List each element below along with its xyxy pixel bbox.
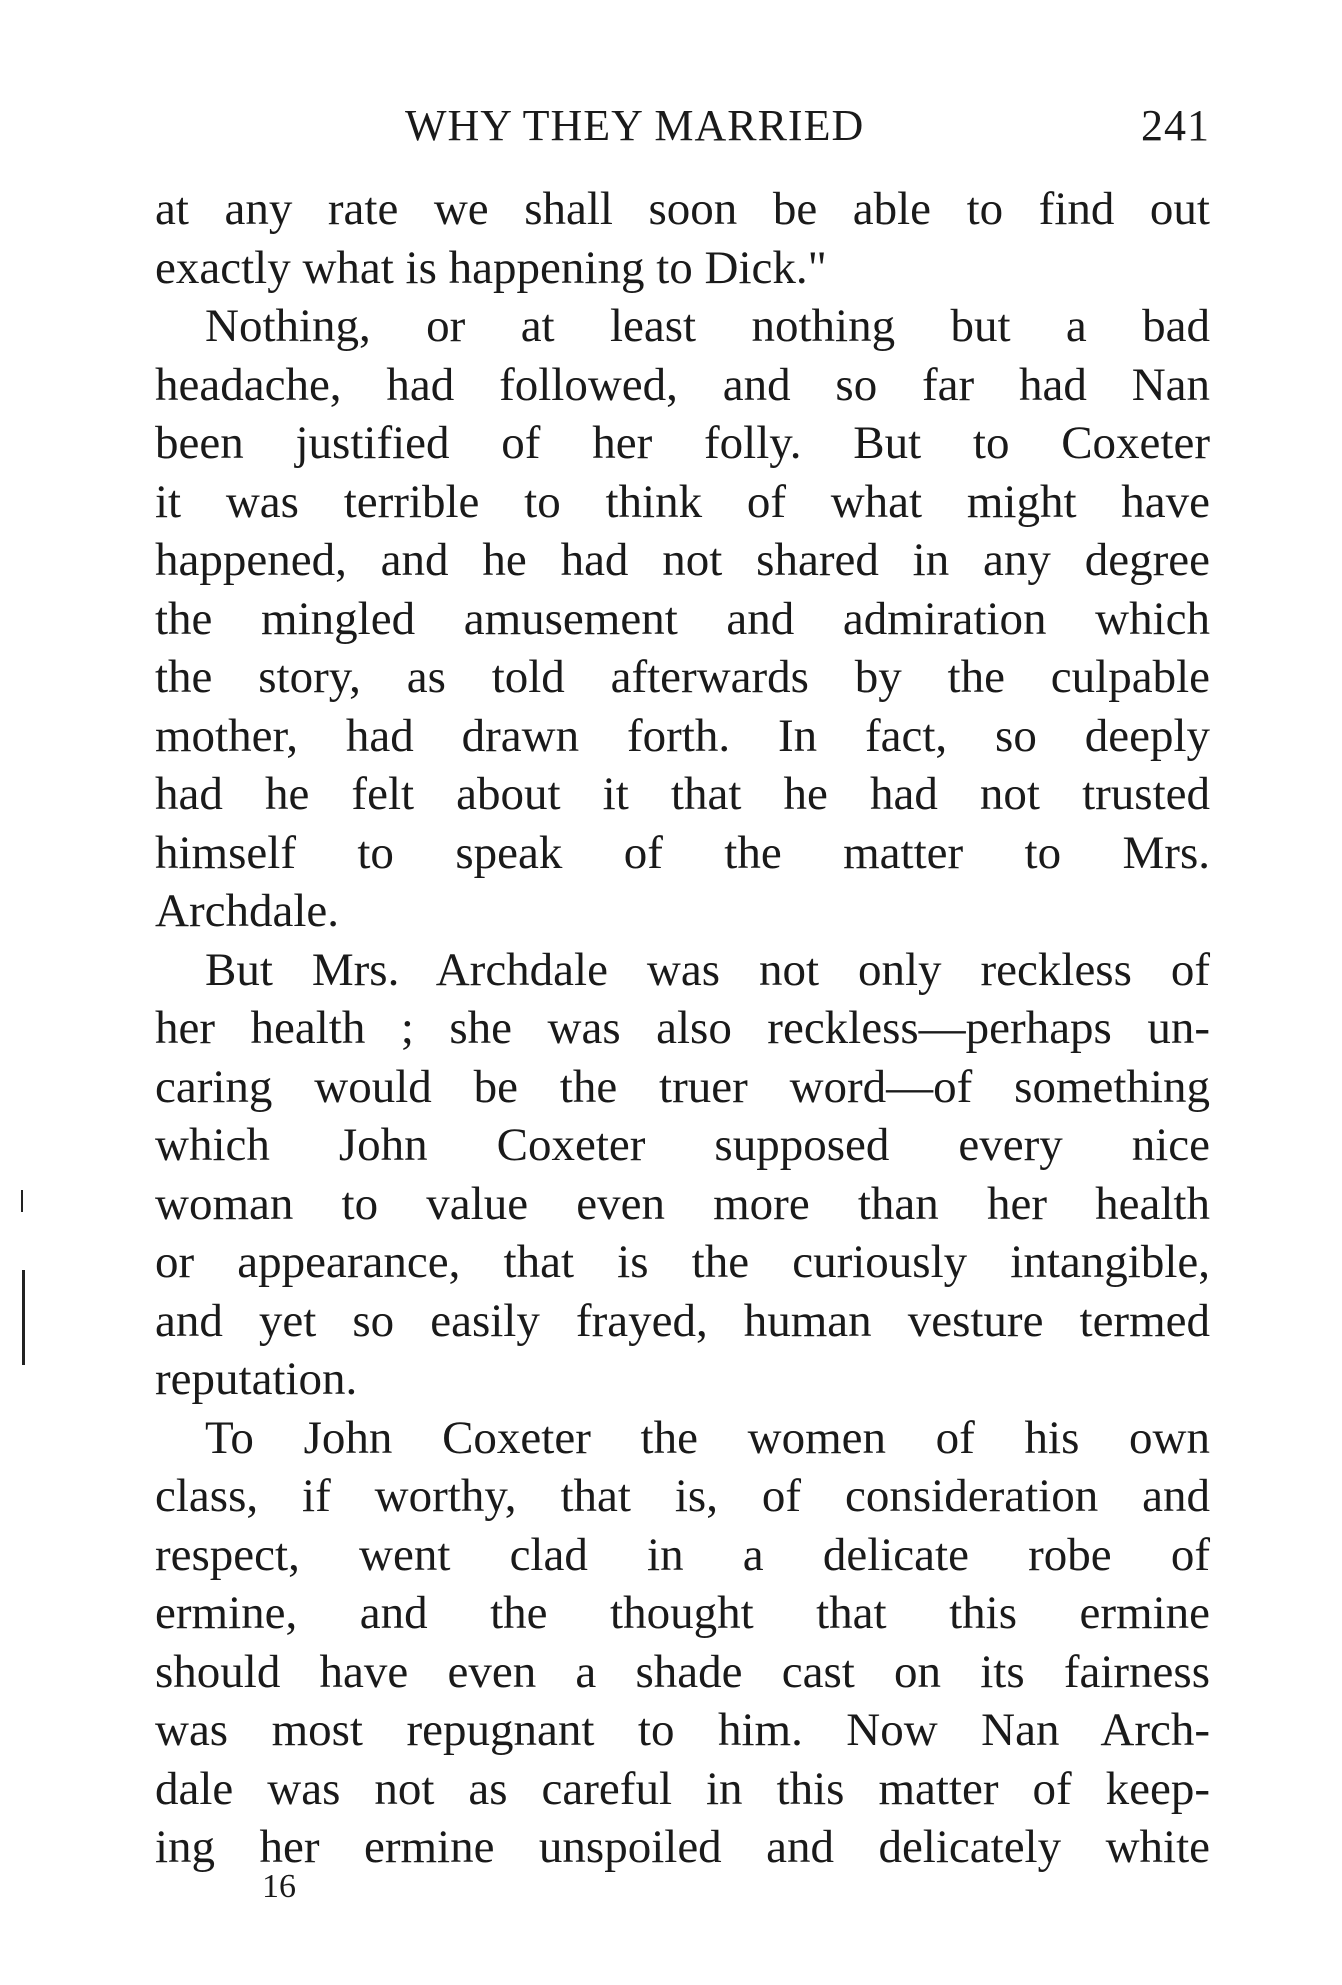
text-line: and yet so easily frayed, human vesture termed bbox=[155, 1294, 1210, 1347]
text-line: at any rate we shall soon be able to find out bbox=[155, 183, 1210, 235]
text-line: Nothing, or at least nothing but a bad bbox=[205, 300, 1210, 352]
text-line: himself to speak of the matter to Mrs. bbox=[155, 826, 1210, 879]
running-title: WHY THEY MARRIED bbox=[405, 101, 865, 150]
text-line: the mingled amusement and admiration which bbox=[155, 592, 1210, 645]
text-line: woman to value even more than her health bbox=[155, 1177, 1210, 1230]
text-line: happened, and he had not shared in any degree bbox=[155, 534, 1210, 586]
text-line: class, if worthy, that is, of consideration and bbox=[155, 1470, 1210, 1522]
text-line: respect, went clad in a delicate robe of bbox=[155, 1528, 1210, 1581]
text-line: ing her ermine unspoiled and delicately white bbox=[155, 1821, 1210, 1873]
text-line: caring would be the truer word—of something bbox=[155, 1060, 1210, 1113]
margin-scan-mark bbox=[21, 1190, 23, 1212]
text-line: But Mrs. Archdale was not only reckless of bbox=[205, 943, 1210, 996]
text-line: headache, had followed, and so far had Nan bbox=[155, 358, 1210, 411]
margin-scan-mark bbox=[22, 1270, 25, 1365]
text-line: had he felt about it that he had not trusted bbox=[155, 768, 1210, 820]
body-text bbox=[155, 180, 1210, 1877]
signature-mark: 16 bbox=[262, 1868, 296, 1905]
text-line: ermine, and the thought that this ermine bbox=[155, 1587, 1210, 1639]
page-number: 241 bbox=[1141, 101, 1210, 150]
text-line: dale was not as careful in this matter of keep- bbox=[155, 1762, 1210, 1815]
text-line: Archdale. bbox=[155, 885, 339, 937]
text-line: been justified of her folly. But to Coxeter bbox=[155, 417, 1210, 469]
text-line: it was terrible to think of what might have bbox=[155, 475, 1210, 528]
text-line: her health ; she was also reckless—perhaps un- bbox=[155, 1002, 1210, 1054]
text-line: reputation. bbox=[155, 1353, 358, 1405]
text-line: was most repugnant to him. Now Nan Arch- bbox=[155, 1704, 1210, 1756]
text-line: mother, had drawn forth. In fact, so deeply bbox=[155, 709, 1210, 762]
text-line: To John Coxeter the women of his own bbox=[205, 1411, 1210, 1464]
text-line: which John Coxeter supposed every nice bbox=[155, 1119, 1210, 1171]
running-head bbox=[405, 100, 1210, 160]
text-line: exactly what is happening to Dick." bbox=[155, 241, 827, 294]
text-line: or appearance, that is the curiously intangible, bbox=[155, 1236, 1210, 1288]
text-line: the story, as told afterwards by the culpable bbox=[155, 651, 1210, 703]
text-line: should have even a shade cast on its fairness bbox=[155, 1645, 1210, 1698]
